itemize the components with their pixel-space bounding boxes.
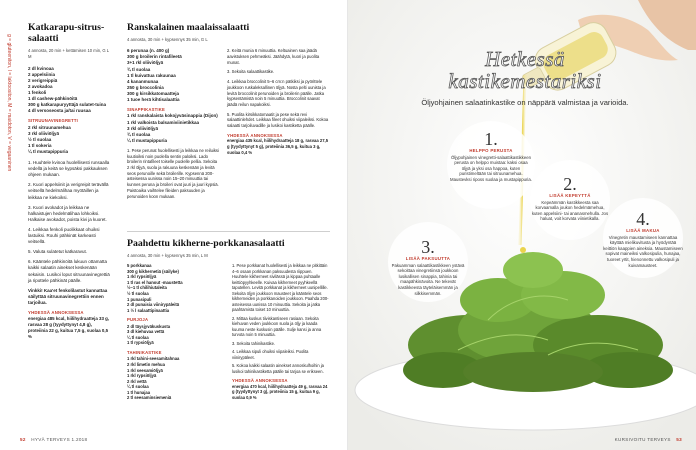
- recipe-meta: 4 annosta, 30 min + kypsennys 35 min, G L: [127, 37, 208, 42]
- step: 1. Pese porkkanat huolellisesti ja leikkaa ne pitkittäin 4–6 osaan porkkanan paksuudesta riippuen. Huuhtele kikherneet sivilässä ja kippaa puhtaalle keittiöpyyhkeelle. Kuivaa kikherneet pyyhkeellä taputellen. Levitä porkkanat ja kikherneet uunipellille. Sekoita öljyn joukkoon mausteet ja kääntele seos kikherneiden ja porkkanoiden joukkoon. Paahda 200-asteisessa uunissa 10 minuuttia. Sekoita ja jatka paahtamista toiset 10 minuuttia.: [232, 263, 329, 312]
- ingredient: 1 tl kuivattua rakuunaa: [127, 72, 176, 78]
- ingredient: 1 rkl ranskalaista kokojyväsinappia (Dijon): [127, 113, 218, 119]
- ingredient: 250 g broccolinia: [127, 84, 164, 90]
- tip-heading: LISÄÄ PAKSUUTTA: [405, 256, 451, 261]
- diet-legend-text: g = gluteeniton, l = laktoositon, M = maidoton, V = vegaaninen: [6, 34, 12, 172]
- step: 2. Mittaa kuskus tiiviskantiseen rasiaan. Sekoita kiehuvan veden joukkoon suola ja öljy ja kaada kuuma neste kuskusin päälle. Sulje kansi ja anna turvota noin 5 minuuttia.: [232, 315, 322, 337]
- ingredient-list: [127, 263, 224, 313]
- tip-card: [388, 238, 468, 296]
- step: 1. Pese perunat huolellisesti ja leikkaa ne reiluiksi kuutioiksi noin puolella sentin paloiksi. Lado broilerin rintafileet toiselle puolelle pellia. Sekoita 2 rkl öljyä, suola ja rakuuna keskenään ja levitä seos perunoille sekä broilerille. Kypsennä 200-asteisessa uunissa noin 15–20 minuuttia tai kunnes peruna ja broileri ovat juuri ja juuri kypsiä. Paistoaika vaihtelee fileiden paksuuden ja perunoiden koon mukaan.: [127, 147, 219, 199]
- ingredient: 1 tl ras el hanout -maustetta: [127, 279, 183, 285]
- ingredient: ¾ tl suolaa: [127, 66, 151, 72]
- ingredient: 1 ½ l salaattipinaattia: [127, 307, 170, 313]
- tip-number: 1.: [484, 129, 498, 149]
- tip-card: [603, 210, 683, 268]
- step: 5. Puolita kirsikkatomaatit ja pese sekä revi salaattinlehdet. Leikkaa fileet ohuiksi viipaleiksi. Kokoa salaatti tarjoiluvadille ja lusikoi kastiketta päälle.: [227, 111, 329, 129]
- ingredient: 2 rkl sitruunamehua: [28, 124, 71, 130]
- tip-heading: HELPPO PERUSTA: [469, 148, 513, 153]
- step: 5. Kokoa kaikki salaatin ainekset annoskulhoihin ja lusikoi tahinikastiketta päälle tai tarjoa se erikseen.: [232, 363, 324, 374]
- ingredient: ¼ tl suolaa: [127, 334, 149, 340]
- ingredient: 1 dl cashew-pähkinöitä: [28, 96, 78, 102]
- tip-number: 2.: [563, 174, 577, 194]
- dressing-list: [127, 324, 224, 346]
- tip-number: 3.: [421, 237, 435, 257]
- ingredient: 4 dl versoseosta ja/tai ruusaa: [28, 108, 91, 114]
- recipe-title: Paahdettu kikherne-porkkanasalaatti: [127, 238, 285, 249]
- step: 6. Kääntele pähkinöitä lukuun ottamatta kaikki salaatin ainekset keskenään sekaisin. Lusikoi loput sitruunavinegrettiä ja ripottele pähkinät päälle.: [28, 259, 110, 283]
- recipe-title: Katkarapu-sitrus-salaatti: [28, 22, 105, 44]
- ingredient: 1 rkl tahini-seesamitahnaa: [127, 356, 180, 362]
- magazine-label: HYVÄ TERVEYS 1.2018: [31, 437, 88, 442]
- ingredient: 1 fenkoli: [28, 89, 47, 95]
- nutrition-heading: YHDESSÄ ANNOKSESSA: [232, 378, 288, 383]
- ingredient: 1 rkl seesamiöljyä: [127, 367, 163, 373]
- step: 1. Huuhtele kvinoa huolellisesti runsaalla vedellä ja keitä se kypsäksi pakkauksen ohjeen mukaan.: [28, 160, 110, 178]
- magazine-label: KURSIVOITU TERVEYS: [614, 437, 671, 442]
- diet-legend: [2, 34, 12, 204]
- ingredient: 1 punasipuli: [127, 296, 152, 302]
- step: 4. Leikkaa broccolinit 5–6 cm:n pätkiksi ja pyörittele joukkoon ruskaleksallinen öljyä. Nosta pelti uunista ja levitä broccolinit perunoiden ja broilerin päälle. Jatka kypsentämistä noin 5 minuuttia. Broccolinit saavat jäädä reilun napakoiksi.: [227, 79, 326, 107]
- recipe-meta: 4 annosta, 30 min + kypsennys 35 min, L M: [127, 253, 208, 258]
- ingredient-list: [127, 48, 219, 103]
- tip-card: [530, 175, 610, 222]
- ingredient: 300 g broilerin rintafileetä: [127, 54, 182, 60]
- ingredient: 3 rkl oliiviöljyä: [127, 125, 159, 131]
- ingredient: ¼ tl mustapippuria: [28, 149, 69, 155]
- ingredient: ½ tl suolaa: [28, 136, 52, 142]
- recipe-ranskalainen: [127, 22, 330, 203]
- ingredient: 2 dl täysjyväkuskusta: [127, 323, 171, 329]
- step: 2. Kuori appelsiinit ja verigreipit terävällä veitsellä hedelmälihaa myötäillen ja leikkaa ne kiekoiksi.: [28, 182, 109, 200]
- tip-text: Kepeämmän kastikkeesta saa korvaamalla joukon hedelmämehua, kuten appelsiini- tai ananasmehulla. Jos haluat, voit korvata viinietikalla.: [531, 199, 609, 222]
- nutrition-heading: YHDESSÄ ANNOKSESSA: [227, 132, 283, 138]
- feature-intro: Öljyohjainen salaatinkastike on näppärä valmistaa ja varioida.: [421, 98, 629, 107]
- tip-number: 4.: [636, 209, 650, 229]
- ingredient: 5 porkkanaa: [127, 263, 152, 268]
- step: 5. Valuta sulatetut katkaravut.: [28, 249, 87, 255]
- step: 3. Sekoita salaattikastike.: [227, 69, 275, 75]
- page-number: 52: [20, 437, 26, 442]
- ingredient: 300 g katkarapuryyttäjä sulatet-tuina: [28, 102, 107, 108]
- page-number: 53: [676, 437, 682, 442]
- ingredient: 1 tl rypsiöljyä: [127, 340, 154, 346]
- ingredient: 2 rkl limetin mehua: [127, 361, 165, 367]
- ingredient: ½–1 tl chilihiutaleita: [127, 285, 167, 291]
- tip-text: Vinkki! Kaa'et fenkolilastut kannattaa säilyttää sitruunavinegrettiin ennen tarjoilua.: [28, 287, 108, 305]
- ingredient: 1 tl sokeria: [28, 142, 52, 148]
- ingredient: ¾ tl suolaa: [127, 131, 151, 137]
- ingredient: 2 verigreippiä: [28, 77, 58, 83]
- ingredient: ¼ tl suolaa: [127, 384, 149, 390]
- ingredient: 3 dl kiehuvaa vettä: [127, 329, 165, 335]
- tip-text: Pakuamman salaattikastikkeen ystävä sekoittaa vinegretiinsä joukkoon lusikallisen sinappia, tahinia tai maapähkinävoita. Ne tekevät kastikkeesta täyteläisemmän ja silkkisemmän.: [391, 262, 465, 296]
- tahini-list: [127, 356, 224, 401]
- tip-heading: LISÄÄ MAKUA: [626, 228, 660, 233]
- step: 4. Leikkaa fenkoli puolikkaat ohuiksi lastuiksi. Rouhi pähkinät karkeasti veitsellä.: [28, 226, 100, 245]
- ingredient: 300 g kikhernetiä (säilyke): [127, 268, 179, 274]
- ingredient: 1 rkl rypsiöljyä: [127, 274, 157, 280]
- ingredient: 2 appelsiinia: [28, 71, 56, 77]
- nutrition-info: energiaa 470 kcal, hiilihydraatteja 49 g, rasvaa 24 g (tyydyttynyt 3 g), proteiinia 15 g, kuitua 9 g, suolaa 0,9 %: [232, 383, 328, 400]
- tip-text: Öljypohjainen vinegretti-salaattikastikkeen perusta on helppo muistaa: kaksi osaa öljyä ja yksi osa happoa, kuten puristimeltään tai sitruunamehua. Maustevksi riposs suolaa ja mustapippuria.: [450, 154, 532, 182]
- tahini-heading: TAHINIKASTIKE: [127, 350, 162, 356]
- ingredient: 3 rkl oliiviöljyä: [28, 130, 60, 136]
- ingredient: 2 dl kvinoaa: [28, 65, 54, 71]
- ingredient: 1 rkl rypsiöljyä: [127, 373, 157, 379]
- tip-heading: LISÄÄ KEPEYTTÄ: [549, 193, 591, 198]
- recipe-katkarapu: [28, 22, 110, 340]
- footer-right: [615, 437, 682, 442]
- ingredient-list: [28, 66, 110, 115]
- footer-left: [20, 437, 87, 442]
- step: 4. Leikkaa sipuli ohuiksi viipaleiksi. Puolita viinirypäleet.: [232, 349, 309, 360]
- ingredient: 300 g kirsikkatomaatteja: [127, 90, 180, 96]
- nutrition-info: energiaa 485 kcal, hiilihydraatteja 33 g, rasvaa 28 g (tyydyttynyt 4,8 g), proteiinia 22 g, kuitua 7,5 g, suolaa 0,5 %: [28, 316, 110, 340]
- step: 3. Kuori avokadot ja leikkaa ne halkaistujen hedelmälihaa lohkoiksi. Halkaise avokadot, poista kivi ja kuoret.: [28, 204, 107, 222]
- dressing-list: [28, 125, 110, 155]
- ingredient: 2 rkl vettä: [127, 378, 147, 384]
- ingredient: 2 tl seesaminsiemeniä: [127, 395, 172, 401]
- ingredient: 1 tl hunajaa: [127, 389, 151, 395]
- nutrition-info: energiaa 435 kcal, hiilihydraatteja 18 g, rasvaa 27,5 g (tyydyttynyt 5 g), proteiinia 36,5 g, kuitua 3 g, suolaa 0,4 %: [227, 138, 329, 155]
- step: 3. Sekoita tahinikastike.: [232, 340, 276, 346]
- recipe-title: Ranskalainen maalaissalaatti: [127, 22, 250, 33]
- tip-text: Vinegretin maustamiseen kannattaa käyttää mielikuvitusta ja hyödyntää keittiön kaappien aineksia. Maustamiseen sopivat maineiksi valkosipulia, hunajaa, tuoreet yrtit, hienonnettu valkosipuli ja kuivamausteet.: [603, 234, 683, 268]
- ingredient: ¼ tl mustapippuria: [127, 137, 168, 143]
- recipe-meta: 4 annosta, 20 min + kettämisen 10 min, G L M: [28, 48, 109, 60]
- feature-title: Hetkessä kastikemestariksi: [448, 47, 602, 93]
- ingredient: 6 perunaa (n. 400 g): [127, 48, 170, 54]
- dressing-list: [127, 113, 219, 143]
- dressing-heading: PURJOJA: [127, 317, 149, 323]
- dressing-heading: SINAPPIKASTIKE: [127, 107, 165, 113]
- ingredient: 3+1 rkl oliiviöljyä: [127, 60, 164, 66]
- tip-card: [450, 130, 532, 183]
- ingredient: 2 avokadoa: [28, 83, 53, 89]
- nutrition-heading: YHDESSÄ ANNOKSESSA: [28, 309, 84, 315]
- recipe-kikherne: [127, 225, 330, 401]
- divider: [127, 231, 330, 232]
- ingredient: 1 rkl valkoista balsamiviinietikkaa: [127, 119, 200, 125]
- ingredient: 2 dl punaisia viinirypäleitä: [127, 302, 180, 308]
- ingredient: ½ tl suolaa: [127, 290, 149, 296]
- step: 2. Keitä munia 6 minuuttia. Keltuainen saa jäädä aavistuksen pehmeäksi. Jäähdytä, kuori ja puolita munat.: [227, 48, 320, 65]
- right-page: [348, 0, 696, 450]
- dressing-heading: SITRUUNAVINEGRETTI: [28, 118, 79, 124]
- ingredient: 4 kananmunaa: [127, 78, 159, 84]
- ingredient: 1 tuoe herä kihtisalaattia: [127, 97, 180, 103]
